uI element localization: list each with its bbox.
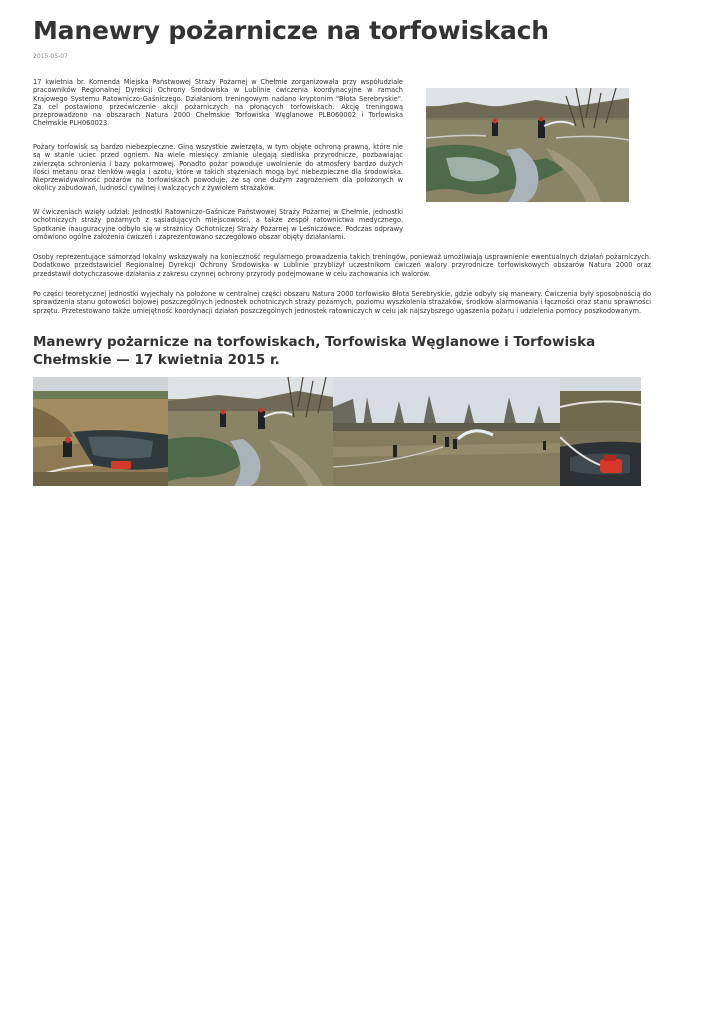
crew-in-field-with-water-jet-icon (333, 377, 560, 486)
article-paragraph: Osoby reprezentujące samorząd lokalny wskazywały na konieczność regularnego prowadzenia takich treningów, ponieważ umożliwiają usprawnienie ewentualnych działań pożarniczych. Dodatkowo przedstawiciel Regionalnej Dyrekcji Ochrony Środowiska w Lublinie przybliżył uczestnikom ćwiczeń walory przyrodnicze torfowiskowych obszarów Natura 2000 oraz przedstawił dotychczasowe działania z zakresu czynnej ochrony przyrody podejmowane w celu zachowania ich walorów. (33, 253, 651, 278)
gallery-title: Manewry pożarnicze na torfowiskach, Torfowiska Węglanowe i Torfowiska Chełmskie — 17 kwietnia 2015 r. (33, 334, 596, 368)
page-title: Manewry pożarnicze na torfowiskach (33, 16, 549, 45)
firefighters-spraying-water-icon (168, 377, 333, 486)
gallery-photo[interactable] (560, 377, 641, 486)
gallery-photo[interactable] (333, 377, 560, 486)
article-paragraph: W ćwiczeniach wzięły udział: Jednostki Ratowniczo-Gaśnicze Państwowej Straży Pożarnej w Chełmie, jednostki ochotniczych straży pożarnych z sąsiadujących miejscowości, a także zespół ratownictwa medycznego. Spotkanie inauguracyjne odbyło się w strażnicy Ochotniczej Straży Pożarnej w Leśniczówce. Podczas odprawy omówiono ogólne założenia ćwiczeń i zaprezentowano szczegółowo obszar objęty działaniami. (33, 208, 403, 241)
article-photo[interactable] (426, 88, 629, 202)
pump-by-water-icon (560, 377, 641, 486)
article-paragraph: 17 kwietnia br. Komenda Miejska Państwowej Straży Pożarnej w Chełmie zorganizowała przy współudziale pracowników Regionalnej Dyrekcji Ochrony Środowiska w Lublinie ćwiczenia koordynacyjne w ramach Krajowego Systemu Ratowniczo-Gaśniczego. Działaniom treningowym nadano kryptonim "Błota Serebryskie". Za cel postawiono przećwiczenie akcji pożarniczych na płonących torfowiskach. Akcję treningową przeprowadzono na obszarach Natura 2000 Chełmskie Torfowiska Węglanowe PLB060002 i Torfowiska Chełmskie PLH060023. (33, 78, 403, 128)
article-paragraph: Pożary torfowisk są bardzo niebezpieczne. Giną wszystkie zwierzęta, w tym objęte ochroną prawną, które nie są w stanie uciec przed ogniem. Na wiele miesięcy zmianie ulegają siedliska przyrodnicze, pozbawiając zwierzęta schronienia i bazy pokarmowej. Ponadto pożar powoduje uwolnienie do atmosfery bardzo dużych ilości metanu oraz tlenków węgla i azotu, które w takich stężeniach mogą być niebezpieczne dla środowiska. Nieprzewidywalność pożarów na torfowiskach powoduje, że są one dużym zagrożeniem dla położonych w okolicy zabudowań, ludności cywilnej i walczących z żywiołem strażaków. (33, 143, 403, 193)
gallery-photo[interactable] (33, 377, 168, 486)
publish-date: 2015-05-07 (33, 53, 68, 60)
photo-gallery (33, 377, 641, 486)
firefighters-spraying-water-icon (426, 88, 629, 202)
gallery-photo[interactable] (168, 377, 333, 486)
firefighter-with-hose-by-pond-icon (33, 377, 168, 486)
article-paragraph: Po części teoretycznej jednostki wyjechały na położone w centralnej części obszaru Natura 2000 torfowisko Błota Serebryskie, gdzie odbyły się manewry. Ćwiczenia były sposobnością do sprawdzenia stanu gotowości bojowej poszczególnych jednostek ochotniczych straży pożarnych, poziomu wyszkolenia strażaków, środków alarmowania i łączności oraz stanu sprawności sprzętu. Przetestowano także umiejętność koordynacji działań poszczególnych jednostek ratowniczych w celu jak najszybszego ugaszenia pożaru i udzielenia pomocy poszkodowanym. (33, 290, 651, 315)
